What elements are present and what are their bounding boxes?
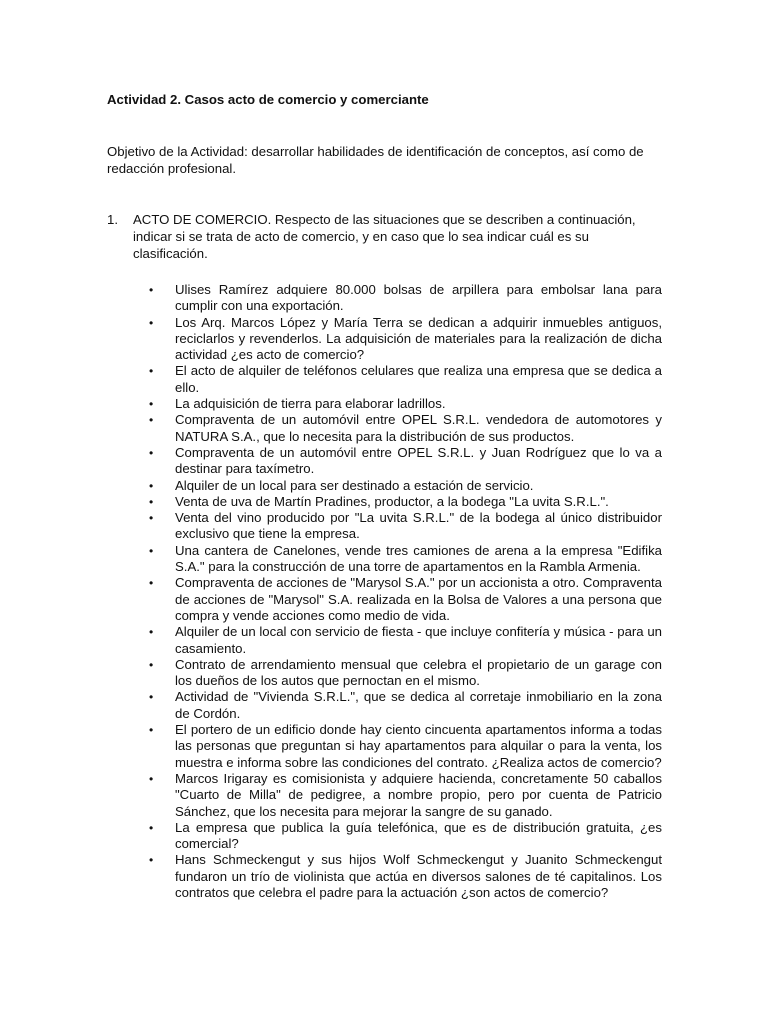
bullet-icon: • <box>149 723 154 738</box>
list-item-text: Alquiler de un local para ser destinado a estación de servicio. <box>175 477 534 493</box>
section-number: 1. <box>107 212 118 227</box>
list-item <box>149 510 662 543</box>
section-text: ACTO DE COMERCIO. Respecto de las situaciones que se describen a continuación, indicar si se trata de acto de comercio, y en caso que lo sea indicar cuál es su clasificación. <box>133 212 636 261</box>
objective-paragraph: Objetivo de la Actividad: desarrollar habilidades de identificación de conceptos, así como de redacción profesional. <box>107 144 644 176</box>
list-item-text: La adquisición de tierra para elaborar ladrillos. <box>175 396 446 412</box>
list-item <box>149 771 662 820</box>
list-item-text: Venta del vino producido por "La uvita S.R.L." de la bodega al único distribuidor exclusivo que tiene la empresa. <box>175 510 662 542</box>
list-item-text: Hans Schmeckengut y sus hijos Wolf Schmeckengut y Juanito Schmeckengut fundaron un trío de violinista que actúa en diversos salones de té capitalinos. Los contratos que celebra el padre para la actuación ¿son actos de comercio? <box>175 852 662 900</box>
bullet-icon: • <box>149 283 154 297</box>
bullet-list <box>149 282 662 901</box>
bullet-icon: • <box>149 478 154 493</box>
bullet-icon: • <box>149 445 154 460</box>
list-item <box>149 363 662 396</box>
list-item-text: El acto de alquiler de teléfonos celulares que realiza una empresa que se dedica a ello. <box>175 363 662 395</box>
list-item <box>149 722 662 771</box>
list-item-text: Una cantera de Canelones, vende tres camiones de arena a la empresa "Edifika S.A." para la construcción de una torre de apartamentos en la Rambla Armenia. <box>175 542 662 575</box>
list-item-text: Ulises Ramírez adquiere 80.000 bolsas de arpillera para embolsar lana para cumplir con una exportación. <box>175 282 662 314</box>
list-item <box>149 282 662 315</box>
bullet-icon: • <box>149 364 154 379</box>
list-item-text: Compraventa de acciones de "Marysol S.A." por un accionista a otro. Compraventa de acciones de "Marysol" S.A. realizada en la Bolsa de Valores a una persona que compra y vende acciones como medio de vida. <box>175 575 662 623</box>
bullet-icon: • <box>149 690 154 705</box>
list-item-text: Compraventa de un automóvil entre OPEL S.R.L. y Juan Rodríguez que lo va a destinar para taxímetro. <box>175 444 662 477</box>
list-item-text: Alquiler de un local con servicio de fiesta - que incluye confitería y música - para un casamiento. <box>175 624 662 656</box>
list-item <box>149 315 662 364</box>
list-item <box>149 820 662 853</box>
numbered-section <box>107 211 667 262</box>
list-item-text: Marcos Irigaray es comisionista y adquiere hacienda, concretamente 50 caballos "Cuarto de Milla" de pedigree, a nombre propio, pero por cuenta de Patricio Sánchez, que los necesita para mejorar la sangre de su ganado. <box>175 770 662 819</box>
list-item <box>149 624 662 657</box>
list-item-text: Compraventa de un automóvil entre OPEL S.R.L. vendedora de automotores y NATURA S.A., que lo necesita para la distribución de sus productos. <box>175 412 662 444</box>
list-item <box>149 445 662 478</box>
list-item-text: La empresa que publica la guía telefónica, que es de distribución gratuita, ¿es comercial? <box>175 819 662 852</box>
bullet-icon: • <box>149 576 154 591</box>
bullet-icon: • <box>149 397 154 412</box>
bullet-icon: • <box>149 315 154 330</box>
list-item-text: Los Arq. Marcos López y María Terra se dedican a adquirir inmuebles antiguos, reciclarlos y revenderlos. La adquisición de materiales para la realización de dicha actividad ¿es acto de comercio? <box>175 314 662 363</box>
list-item <box>149 494 662 510</box>
list-item-text: Venta de uva de Martín Pradines, productor, a la bodega "La uvita S.R.L.". <box>175 493 609 509</box>
list-item <box>149 396 662 412</box>
bullet-icon: • <box>149 543 154 558</box>
list-item <box>149 852 662 901</box>
list-item <box>149 575 662 624</box>
bullet-icon: • <box>149 494 154 509</box>
bullet-icon: • <box>149 657 154 672</box>
list-item <box>149 543 662 576</box>
list-item <box>149 412 662 445</box>
list-item <box>149 689 662 722</box>
list-item-text: Actividad de "Vivienda S.R.L.", que se dedica al corretaje inmobiliario en la zona de Cordón. <box>175 689 662 721</box>
bullet-icon: • <box>149 511 154 526</box>
list-item <box>149 478 662 494</box>
bullet-icon: • <box>149 820 154 835</box>
list-item <box>149 657 662 690</box>
list-item-text: Contrato de arrendamiento mensual que celebra el propietario de un garage con los dueños de los autos que pernoctan en el mismo. <box>175 656 662 689</box>
document-title: Actividad 2. Casos acto de comercio y comerciante <box>107 92 429 107</box>
list-item-text: El portero de un edificio donde hay ciento cincuenta apartamentos informa a todas las personas que preguntan si hay apartamentos para alquilar o para la venta, los muestra e informa sobre las condiciones del contrato. ¿Realiza actos de comercio? <box>175 722 662 770</box>
bullet-icon: • <box>149 853 154 868</box>
bullet-icon: • <box>149 771 154 786</box>
bullet-icon: • <box>149 413 154 428</box>
bullet-icon: • <box>149 625 154 640</box>
